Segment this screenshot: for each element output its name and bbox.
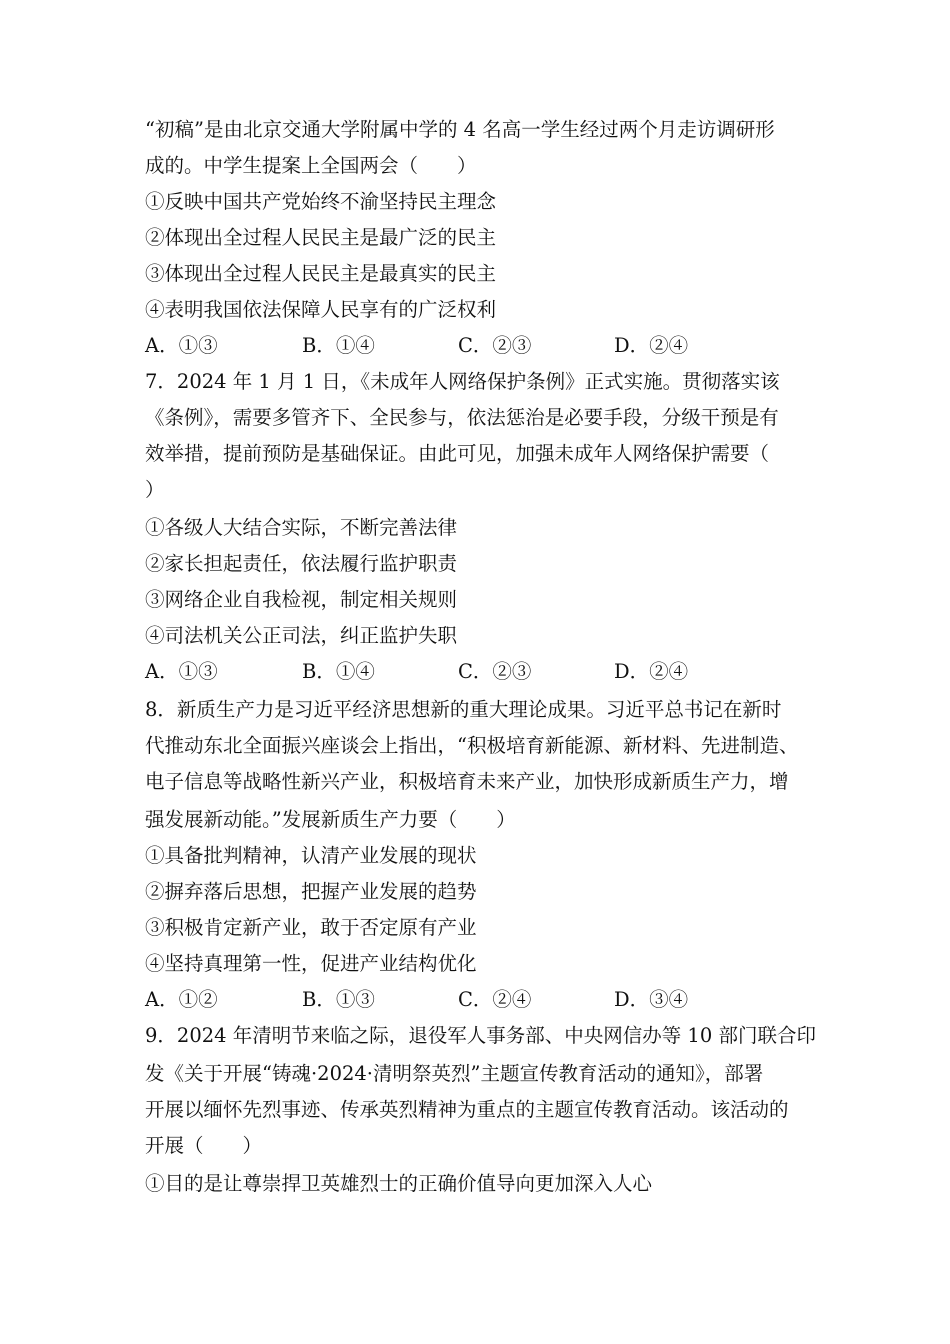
- option-b: B．①④: [302, 660, 375, 683]
- option-a: A．①②: [145, 988, 218, 1011]
- question-8-stem-line: 电子信息等战略性新兴产业，积极培育未来产业，加快形成新质生产力，增: [145, 770, 789, 793]
- question-9-stem-line: 9．2024 年清明节来临之际，退役军人事务部、中央网信办等 10 部门联合印: [145, 1024, 816, 1047]
- option-a: A．①③: [145, 660, 218, 683]
- question-7-stem-line: 7．2024 年 1 月 1 日，《未成年人网络保护条例》正式实施。贯彻落实该: [145, 370, 780, 393]
- question-9-statement: ①目的是让尊崇捍卫英雄烈士的正确价值导向更加深入人心: [145, 1172, 653, 1195]
- intro-statement: ②体现出全过程人民民主是最广泛的民主: [145, 226, 497, 249]
- intro-statement: ④表明我国依法保障人民享有的广泛权利: [145, 298, 497, 321]
- question-9-stem-line: 开展（ ）: [145, 1134, 263, 1157]
- question-8-statement: ①具备批判精神，认清产业发展的现状: [145, 844, 477, 867]
- question-7-stem-line: ）: [145, 478, 165, 501]
- question-8-stem-line: 强发展新动能。”发展新质生产力要（ ）: [145, 808, 516, 831]
- intro-line: 成的。中学生提案上全国两会（ ）: [145, 154, 477, 177]
- question-8-stem-line: 代推动东北全面振兴座谈会上指出，“积极培育新能源、新材料、先进制造、: [145, 734, 799, 757]
- intro-options: [145, 328, 845, 364]
- question-7-statement: ①各级人大结合实际，不断完善法律: [145, 516, 458, 539]
- option-d: D．②④: [614, 334, 689, 357]
- question-8-statement: ③积极肯定新产业，敢于否定原有产业: [145, 916, 477, 939]
- question-8-stem-line: 8．新质生产力是习近平经济思想新的重大理论成果。习近平总书记在新时: [145, 698, 782, 721]
- option-c: C．②④: [458, 988, 532, 1011]
- question-7-stem-line: 《条例》，需要多管齐下、全民参与，依法惩治是必要手段，分级干预是有: [145, 406, 779, 429]
- question-9-stem-line: 开展以缅怀先烈事迹、传承英烈精神为重点的主题宣传教育活动。该活动的: [145, 1098, 789, 1121]
- option-c: C．②③: [458, 334, 532, 357]
- question-8-statement: ④坚持真理第一性，促进产业结构优化: [145, 952, 477, 975]
- question-7-statement: ④司法机关公正司法，纠正监护失职: [145, 624, 458, 647]
- question-9-stem-line: 发《关于开展“铸魂·2024·清明祭英烈”主题宣传教育活动的通知》，部署: [145, 1062, 764, 1085]
- option-b: B．①③: [302, 988, 375, 1011]
- question-7-options: [145, 654, 845, 690]
- intro-line: “初稿”是由北京交通大学附属中学的 4 名高一学生经过两个月走访调研形: [145, 118, 775, 141]
- question-7-statement: ②家长担起责任，依法履行监护职责: [145, 552, 458, 575]
- option-d: D．②④: [614, 660, 689, 683]
- question-7-statement: ③网络企业自我检视，制定相关规则: [145, 588, 458, 611]
- option-d: D．③④: [614, 988, 689, 1011]
- question-7-stem-line: 效举措，提前预防是基础保证。由此可见，加强未成年人网络保护需要（: [145, 442, 770, 465]
- option-c: C．②③: [458, 660, 532, 683]
- intro-statement: ①反映中国共产党始终不渝坚持民主理念: [145, 190, 497, 213]
- question-8-statement: ②摒弃落后思想，把握产业发展的趋势: [145, 880, 477, 903]
- option-b: B．①④: [302, 334, 375, 357]
- intro-statement: ③体现出全过程人民民主是最真实的民主: [145, 262, 497, 285]
- option-a: A．①③: [145, 334, 218, 357]
- question-8-options: [145, 982, 845, 1018]
